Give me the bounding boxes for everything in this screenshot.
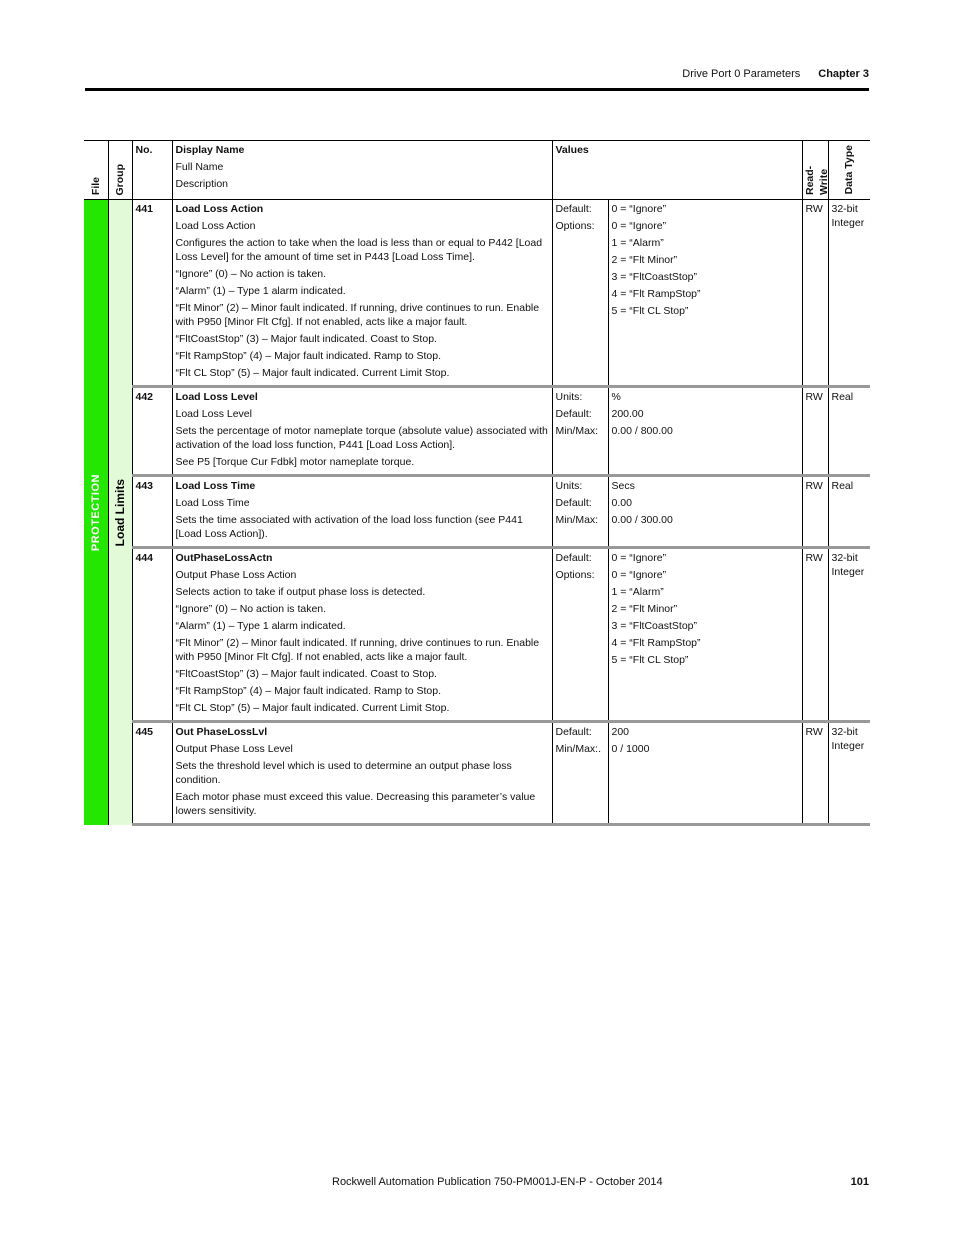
param-display-name: Out PhaseLossLvl <box>175 726 268 738</box>
param-data-type: 32-bit Integer <box>828 722 870 825</box>
value-item: 5 = “Flt CL Stop” <box>611 654 689 666</box>
param-display-name: Load Loss Time <box>175 480 256 492</box>
value-item: 2 = “Flt Minor” <box>611 254 678 266</box>
param-full-name: Output Phase Loss Level <box>175 743 293 755</box>
param-read-write: RW <box>802 722 828 825</box>
value-item: 3 = “FltCoastStop” <box>611 620 697 632</box>
param-number: 445 <box>132 722 172 825</box>
param-description: “Flt RampStop” (4) – Major fault indicated. Ramp to Stop. <box>175 685 442 697</box>
value-item: 0 = “Ignore” <box>611 569 667 581</box>
param-description: See P5 [Torque Cur Fdbk] motor nameplate torque. <box>175 456 415 468</box>
param-description: “Flt Minor” (2) – Minor fault indicated. If running, drive continues to run. Enable with P950 [Minor Flt Cfg]. If not enabled, acts like a major fault. <box>175 637 540 663</box>
param-value-labels <box>552 548 608 722</box>
param-full-name: Load Loss Level <box>175 408 252 420</box>
param-full-name: Load Loss Time <box>175 497 250 509</box>
param-details <box>172 200 552 387</box>
parameter-row <box>84 548 870 722</box>
col-no: No. <box>132 141 172 200</box>
value-item: 4 = “Flt RampStop” <box>611 288 701 300</box>
param-read-write: RW <box>802 548 828 722</box>
param-read-write: RW <box>802 476 828 548</box>
value-item: % <box>611 391 621 403</box>
param-details <box>172 387 552 476</box>
parameter-row <box>84 200 870 387</box>
value-item: 1 = “Alarm” <box>611 586 664 598</box>
value-item: 200.00 <box>611 408 644 420</box>
value-item: 0 = “Ignore” <box>611 220 667 232</box>
col-file: File <box>84 141 108 200</box>
param-description: Sets the time associated with activation of the load loss function (see P441 [Load Loss Action]). <box>175 514 523 540</box>
value-label: Options: <box>555 220 595 232</box>
param-number: 441 <box>132 200 172 387</box>
param-data-type: Real <box>828 387 870 476</box>
value-label: Min/Max: <box>555 514 599 526</box>
value-item: 1 = “Alarm” <box>611 237 664 249</box>
param-display-name: Load Loss Action <box>175 203 264 215</box>
param-read-write: RW <box>802 200 828 387</box>
param-description: “Flt Minor” (2) – Minor fault indicated. If running, drive continues to run. Enable with P950 [Minor Flt Cfg]. If not enabled, acts like a major fault. <box>175 302 540 328</box>
param-description: “Alarm” (1) – Type 1 alarm indicated. <box>175 620 346 632</box>
parameter-table <box>84 140 870 826</box>
value-item: 0.00 / 800.00 <box>611 425 673 437</box>
parameter-row <box>84 476 870 548</box>
value-item: 200 <box>611 726 630 738</box>
param-description: “FltCoastStop” (3) – Major fault indicated. Coast to Stop. <box>175 668 437 680</box>
running-header <box>682 68 869 80</box>
param-values <box>608 387 802 476</box>
param-description: “Flt CL Stop” (5) – Major fault indicated. Current Limit Stop. <box>175 367 450 379</box>
value-label: Default: <box>555 408 592 420</box>
col-group: Group <box>108 141 132 200</box>
param-display-name: Load Loss Level <box>175 391 258 403</box>
param-read-write: RW <box>802 387 828 476</box>
param-description: “Flt CL Stop” (5) – Major fault indicated. Current Limit Stop. <box>175 702 450 714</box>
value-item: 5 = “Flt CL Stop” <box>611 305 689 317</box>
param-description: Each motor phase must exceed this value. Decreasing this parameter’s value lowers sensitivity. <box>175 791 536 817</box>
value-item: 0.00 / 300.00 <box>611 514 673 526</box>
parameter-row <box>84 387 870 476</box>
param-description: “Flt RampStop” (4) – Major fault indicated. Ramp to Stop. <box>175 350 442 362</box>
param-data-type: Real <box>828 476 870 548</box>
param-full-name: Output Phase Loss Action <box>175 569 297 581</box>
value-label: Default: <box>555 726 592 738</box>
header-rule <box>85 88 869 91</box>
value-label: Units: <box>555 391 583 403</box>
parameter-row <box>84 722 870 825</box>
param-details <box>172 548 552 722</box>
param-value-labels <box>552 476 608 548</box>
value-item: 0 = “Ignore” <box>611 203 667 215</box>
param-data-type: 32-bit Integer <box>828 548 870 722</box>
value-item: 2 = “Flt Minor” <box>611 603 678 615</box>
value-label: Min/Max:. <box>555 743 602 755</box>
value-item: Secs <box>611 480 635 492</box>
param-description: “Ignore” (0) – No action is taken. <box>175 603 327 615</box>
col-values: Values <box>552 141 802 200</box>
param-data-type: 32-bit Integer <box>828 200 870 387</box>
param-values <box>608 476 802 548</box>
param-details <box>172 722 552 825</box>
publication-info: Rockwell Automation Publication 750-PM001J-EN-P - October 2014 <box>332 1176 663 1188</box>
param-value-labels <box>552 387 608 476</box>
param-values <box>608 548 802 722</box>
param-description: Sets the percentage of motor nameplate torque (absolute value) associated with activation of the load loss function, P441 [Load Loss Action]. <box>175 425 548 451</box>
param-value-labels <box>552 722 608 825</box>
param-display-name: OutPhaseLossActn <box>175 552 273 564</box>
param-description: Sets the threshold level which is used to determine an output phase loss condition. <box>175 760 512 786</box>
file-label: PROTECTION <box>84 200 108 825</box>
value-item: 3 = “FltCoastStop” <box>611 271 697 283</box>
param-description: “Ignore” (0) – No action is taken. <box>175 268 327 280</box>
value-item: 0.00 <box>611 497 632 509</box>
param-description: “FltCoastStop” (3) – Major fault indicated. Coast to Stop. <box>175 333 437 345</box>
chapter-label: Chapter 3 <box>818 68 869 80</box>
param-full-name: Load Loss Action <box>175 220 256 232</box>
param-number: 442 <box>132 387 172 476</box>
value-item: 0 / 1000 <box>611 743 650 755</box>
param-number: 444 <box>132 548 172 722</box>
value-label: Default: <box>555 203 592 215</box>
param-number: 443 <box>132 476 172 548</box>
value-item: 4 = “Flt RampStop” <box>611 637 701 649</box>
value-label: Options: <box>555 569 595 581</box>
param-details <box>172 476 552 548</box>
param-description: “Alarm” (1) – Type 1 alarm indicated. <box>175 285 346 297</box>
param-description: Selects action to take if output phase loss is detected. <box>175 586 426 598</box>
value-item: 0 = “Ignore” <box>611 552 667 564</box>
value-label: Default: <box>555 552 592 564</box>
page-number: 101 <box>850 1176 869 1188</box>
param-description: Configures the action to take when the load is less than or equal to P442 [Load Loss Level] for the amount of time set in P443 [Load Loss Time]. <box>175 237 543 263</box>
section-title: Drive Port 0 Parameters <box>682 68 801 80</box>
value-label: Units: <box>555 480 583 492</box>
col-read-write: Read-Write <box>802 141 828 200</box>
table-header-row <box>84 141 870 200</box>
group-label: Load Limits <box>108 200 132 825</box>
param-value-labels <box>552 200 608 387</box>
value-label: Min/Max: <box>555 425 599 437</box>
param-values <box>608 722 802 825</box>
col-data-type: Data Type <box>828 141 870 200</box>
col-display-name: Display Name Full Name Description <box>172 141 552 200</box>
value-label: Default: <box>555 497 592 509</box>
param-values <box>608 200 802 387</box>
